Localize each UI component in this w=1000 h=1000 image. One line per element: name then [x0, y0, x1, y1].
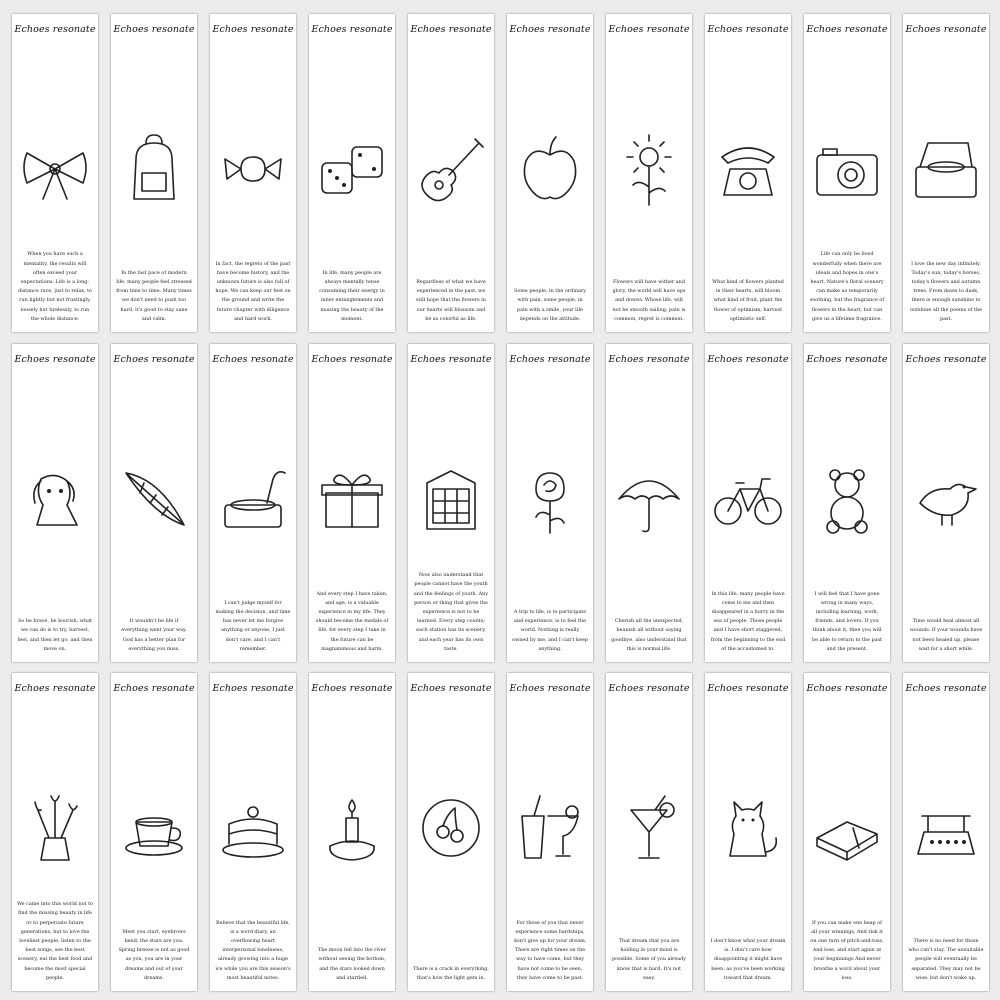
glass-globe-icon: [411, 788, 491, 868]
card-title: Echoes resonate: [410, 683, 492, 694]
bookmark-card-17: [606, 344, 692, 662]
card-quote: What kind of flowers planted in their hearts, will bloom what kind of fruit, plant the flower of optimism, harvest optimistic self.: [712, 278, 784, 322]
bird-icon: [906, 459, 986, 539]
bookmark-card-20: [903, 344, 989, 662]
card-title: Echoes resonate: [212, 354, 294, 365]
umbrella-icon: [609, 459, 689, 539]
card-title: Echoes resonate: [14, 24, 96, 35]
bookmark-card-5: [408, 14, 494, 332]
card-title: Echoes resonate: [14, 683, 96, 694]
cocktail-glass-icon: [609, 788, 689, 868]
card-quote: Some people, in the ordinary with pain, some people, in pain with a smile, your life depends on the attitude.: [513, 288, 587, 322]
bookmark-card-29: [804, 673, 890, 991]
bookmark-card-26: [507, 673, 593, 991]
card-quote: For those of you that never experience some hardships, don't give up for your dream. There are right times on the way to have come, but they have not come to be seen, they have come to be past.: [513, 919, 587, 981]
gramophone-icon: [213, 459, 293, 539]
card-illustration: [510, 773, 590, 883]
card-title: Echoes resonate: [113, 683, 195, 694]
card-quote: If you can make one heap of all your winnings, And risk it on one turn of pitch-and-toss, And lose, and start again at your beginnings And never breathe a word about your loss.: [810, 919, 884, 981]
card-title: Echoes resonate: [905, 683, 987, 694]
card-illustration: [411, 114, 491, 224]
card-illustration: [906, 114, 986, 224]
card-illustration: [906, 773, 986, 883]
card-title: Echoes resonate: [707, 24, 789, 35]
bookmark-card-10: [903, 14, 989, 332]
telephone-icon: [708, 129, 788, 209]
card-illustration: [15, 114, 95, 224]
dice-icon: [312, 129, 392, 209]
card-quote: When you have such a mentality, the results will often exceed your expectations. Life is a long-distance race, just to relax, to run lightly but not frustingly, loosely but tirelessly, to run the whole distance.: [17, 251, 93, 322]
card-title: Echoes resonate: [113, 24, 195, 35]
bookmark-card-16: [507, 344, 593, 662]
gift-box-icon: [312, 459, 392, 539]
card-illustration: [708, 773, 788, 883]
card-quote: So be brave, be boorish, what we can do is to try, harvest, feel, and then let go, and then move on.: [17, 618, 93, 652]
card-illustration: [807, 773, 887, 883]
bicycle-icon: [708, 459, 788, 539]
bookmark-card-9: [804, 14, 890, 332]
sunflower-icon: [609, 129, 689, 209]
bookmark-card-11: [12, 344, 98, 662]
card-title: Echoes resonate: [707, 354, 789, 365]
card-title: Echoes resonate: [905, 24, 987, 35]
card-illustration: [708, 114, 788, 224]
backpack-icon: [114, 129, 194, 209]
bookmark-card-27: [606, 673, 692, 991]
card-quote: Regardless of what we have experienced in the past, we still hope that the flowers in our hearts will blossom and be as colorful as life.: [416, 278, 486, 322]
candy-icon: [213, 129, 293, 209]
bookmark-card-8: [705, 14, 791, 332]
card-title: Echoes resonate: [410, 354, 492, 365]
card-quote: Life can only be lived wonderfully when there are ideals and hopes in one's heart. Nature's floral scenery can make us temporarily soothing, but the fragrance of flowers in the heart, but can give us a lifetime fragrance.: [809, 251, 885, 322]
card-illustration: [15, 773, 95, 883]
card-quote: There is a crack in everything, that's how the light gets in.: [413, 965, 489, 981]
card-illustration: [411, 773, 491, 883]
card-title: Echoes resonate: [410, 24, 492, 35]
card-quote: A trip to life, is to participate and experience, is to feel the world. Nothing is really owned by me, and I can't keep anything.: [512, 608, 588, 652]
card-illustration: [906, 444, 986, 554]
card-quote: Time would heal almost all wounds. If your wounds have not been healed up, please wait for a short while.: [909, 618, 983, 652]
bookmark-card-28: [705, 673, 791, 991]
card-quote: Flowers will have wither and glory, the world will have ups and downs. Whose life, will not be smooth sailing, pain is common, regret is common.: [612, 278, 686, 322]
card-illustration: [312, 114, 392, 224]
card-illustration: [609, 114, 689, 224]
bookmark-card-4: [309, 14, 395, 332]
bow-icon: [15, 129, 95, 209]
card-quote: In life, many people are always mentally tense consuming their energy in inner entanglements and missing the beauty of the moment.: [319, 269, 385, 322]
bookmark-card-3: [210, 14, 296, 332]
card-illustration: [114, 114, 194, 224]
card-title: Echoes resonate: [608, 24, 690, 35]
card-title: Echoes resonate: [509, 24, 591, 35]
bookmark-card-6: [507, 14, 593, 332]
card-title: Echoes resonate: [905, 354, 987, 365]
card-quote: The moon fell into the river without seeing the bottom, and the stars looked down and startled.: [317, 947, 387, 981]
cocktails-icon: [510, 788, 590, 868]
card-illustration: [807, 114, 887, 224]
bookmark-card-15: [408, 344, 494, 662]
dog-icon: [15, 459, 95, 539]
card-title: Echoes resonate: [707, 683, 789, 694]
card-quote: That dream that you are holding in your mind is possible. Some of you already know that is hard. It's not easy.: [612, 937, 686, 981]
card-quote: Cherish all the unexpected, beanish all without saying goodbye, also understand that this is normal life.: [611, 618, 687, 652]
card-illustration: [411, 444, 491, 554]
card-illustration: [708, 444, 788, 554]
card-illustration: [312, 444, 392, 554]
card-quote: Believe that the beautiful life, is a word diary, an overflowing heart interpersonal loneliness, already growing into a huge ice while you are this season's most beautiful notes.: [215, 919, 291, 981]
camera-icon: [807, 129, 887, 209]
card-quote: And every step I have taken, and age, is a valuable experience in my life. They should become the medals of life, for every step I take in the future can be magnanimous and harm.: [315, 590, 389, 652]
card-title: Echoes resonate: [608, 354, 690, 365]
card-quote: There is no need for those who can't stay. The unsuitable people will eventually be separated. They may not be wise, but don't wake up.: [908, 937, 984, 981]
bookmark-card-14: [309, 344, 395, 662]
card-illustration: [15, 444, 95, 554]
book-icon: [807, 788, 887, 868]
cat-icon: [708, 788, 788, 868]
card-quote: In this life, many people have come to me and then disappeared in a hurry in the sea of people. Those people and I have short staggered, from the beginning to the end of the accustomed to.: [710, 590, 786, 652]
card-illustration: [609, 773, 689, 883]
guitar-icon: [411, 129, 491, 209]
bookmark-card-7: [606, 14, 692, 332]
card-illustration: [213, 444, 293, 554]
bookmark-card-22: [111, 673, 197, 991]
bookmark-card-25: [408, 673, 494, 991]
kiosk-icon: [411, 459, 491, 539]
candle-icon: [312, 788, 392, 868]
card-title: Echoes resonate: [113, 354, 195, 365]
card-title: Echoes resonate: [311, 683, 393, 694]
card-title: Echoes resonate: [608, 683, 690, 694]
card-illustration: [114, 444, 194, 554]
bookmark-card-30: [903, 673, 989, 991]
card-illustration: [213, 114, 293, 224]
cake-icon: [213, 788, 293, 868]
bookmark-card-23: [210, 673, 296, 991]
tulips-icon: [15, 788, 95, 868]
card-quote: I will feel that I have gone wrong in many ways, including learning, work, friends, and lovers. If you think about it, then you will be able to return to the past and the present.: [811, 590, 883, 652]
card-illustration: [114, 773, 194, 883]
coffee-cup-icon: [114, 788, 194, 868]
card-title: Echoes resonate: [14, 354, 96, 365]
apple-icon: [510, 129, 590, 209]
bookmark-card-2: [111, 14, 197, 332]
bookmark-card-21: [12, 673, 98, 991]
card-illustration: [510, 114, 590, 224]
card-title: Echoes resonate: [212, 24, 294, 35]
card-quote: It wouldn't be life if everything went your way. God has a better plan for everything you miss.: [121, 618, 187, 652]
card-title: Echoes resonate: [311, 354, 393, 365]
card-title: Echoes resonate: [806, 354, 888, 365]
rose-icon: [510, 459, 590, 539]
card-title: Echoes resonate: [311, 24, 393, 35]
bookmark-card-12: [111, 344, 197, 662]
card-quote: I can't judge myself for making the decision, and time has never let me forgive anything or anyone, I just don't care, and I can't remember.: [215, 599, 291, 652]
card-illustration: [609, 444, 689, 554]
typewriter-icon: [906, 788, 986, 868]
bookmark-card-18: [705, 344, 791, 662]
card-quote: Now also understand that people cannot have the youth and the feelings of youth. Any person or thing that gives the experience is not to be learned. Every step counts; each station has its scenery, and each year has its own taste.: [413, 572, 489, 652]
card-quote: We came into this world not to find the missing beauty in life or to perpetuate future generations, but to love the loveliest people, listen to the best songs, see the best scenery, eat the best food and become the most special people.: [17, 901, 93, 981]
card-title: Echoes resonate: [806, 683, 888, 694]
card-quote: In fact, the regrets of the past have become history, and the unknown future is also full of hope. We can keep our feet on the ground and write the future chapter with diligence and hard work.: [215, 260, 291, 322]
bookmark-card-19: [804, 344, 890, 662]
bookmark-card-1: [12, 14, 98, 332]
bookmark-card-13: [210, 344, 296, 662]
card-quote: I love the new day infinitely. Today's sun, today's horses, today's flowers and autumn trees. From dawn to dusk, there is enough sunshine to outshine all the poems of the past.: [909, 260, 983, 322]
card-quote: I don't know what your dream is. I don't care how disappointing it might have been, as you've been working toward that dream.: [710, 937, 786, 981]
bookmark-card-24: [309, 673, 395, 991]
card-title: Echoes resonate: [509, 354, 591, 365]
teddy-bear-icon: [807, 459, 887, 539]
feather-icon: [114, 459, 194, 539]
card-title: Echoes resonate: [509, 683, 591, 694]
card-title: Echoes resonate: [212, 683, 294, 694]
card-illustration: [510, 444, 590, 554]
card-quote: In the fast pace of modern life, many people feel stressed from time to time. Many times we don't need to push too hard, it's good to stay sane and calm.: [116, 269, 192, 322]
card-illustration: [213, 773, 293, 883]
card-illustration: [312, 773, 392, 883]
card-quote: Meet you start, eyebrows bend, the stars are you. Spring breeze is not as good as you, you are in your dreams and out of your dreams.: [118, 928, 190, 981]
card-title: Echoes resonate: [806, 24, 888, 35]
card-illustration: [807, 444, 887, 554]
record-player-icon: [906, 129, 986, 209]
